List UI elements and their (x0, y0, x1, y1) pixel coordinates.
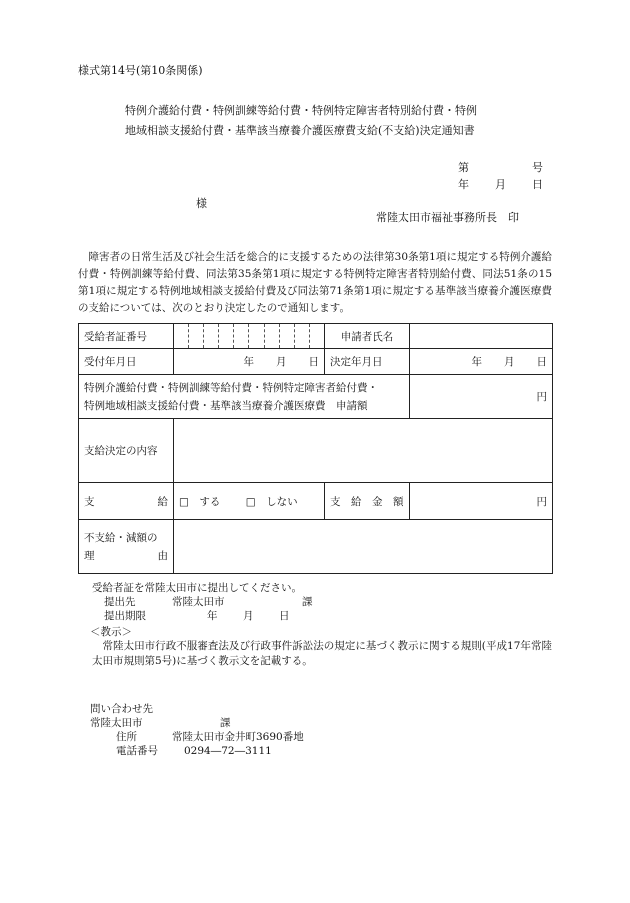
contact-heading: 問い合わせ先 (90, 703, 153, 715)
contact-phone-value: 0294―72―3111 (184, 745, 272, 757)
date-month: 月 (495, 178, 506, 191)
applicant-name-label: 申請者氏名 (325, 324, 410, 349)
contact-phone-label: 電話番号 (116, 745, 158, 757)
application-amount-field: 円 (410, 375, 553, 419)
body-text: 障害者の日常生活及び社会生活を総合的に支援するための法律第30条第1項に規定する特例介護給付費・特例訓練等給付費、同法第35条第1項に規定する特例特定障害者特別給付費、同法51条の15第1項に規定する特例地域相談支援給付費及び同法第71条第1項に規定する基準該当療養介護医療費の支給については、次のとおり決定したので通知します。 (78, 251, 552, 314)
contact-address-label: 住所 (116, 731, 137, 743)
date-day: 日 (532, 178, 543, 191)
received-date-field: 年 月 日 (174, 349, 325, 375)
decision-date-label: 決定年月日 (325, 349, 410, 375)
payment-amount-field: 円 (410, 483, 553, 520)
payment-amount-label: 支 給 金 額 (325, 483, 410, 520)
title-line-1: 特例介護給付費・特例訓練等給付費・特例特定障害者特別給付費・特例 (125, 104, 477, 117)
decision-table (78, 323, 553, 574)
form-number: 様式第14号(第10条関係) (78, 64, 203, 77)
received-date-label: 受付年月日 (84, 356, 137, 368)
doc-no-prefix: 第 (458, 161, 469, 174)
application-amount-label: 特例介護給付費・特例訓練等給付費・特例特定障害者給付費・ 特例地域相談支援給付費・基準該当療養介護医療費 申請額 (79, 375, 410, 419)
doc-no-suffix: 号 (532, 161, 543, 174)
submit-to-value: 常陸太田市 (172, 596, 225, 608)
issuer: 常陸太田市福祉事務所長 印 (376, 211, 519, 224)
kyoji-text: 常陸太田市行政不服審査法及び行政事件訴訟法の規定に基づく教示に関する規則(平成17年常陸太田市規則第5号)に基づく教示文を記載する。 (92, 640, 552, 667)
contact-address-value: 常陸太田市金井町3690番地 (172, 731, 304, 743)
addressee-suffix: 様 (196, 197, 207, 210)
applicant-name-field (410, 324, 553, 349)
deadline-day: 日 (279, 610, 290, 622)
contact-section: 課 (220, 717, 231, 729)
reason-field (174, 520, 553, 574)
payment-options (174, 483, 325, 520)
payment-label: 支 給 (84, 495, 168, 508)
submit-instruction: 受給者証を常陸太田市に提出してください。 (92, 582, 302, 594)
decision-content-field (174, 419, 553, 483)
recipient-no-label: 受給者証番号 (79, 324, 174, 349)
option-yes[interactable]: □ する (179, 495, 221, 508)
decision-date-field: 年 月 日 (410, 349, 553, 375)
title-line-2: 地域相談支援給付費・基準該当療養介護医療費支給(不支給)決定通知書 (125, 124, 475, 137)
contact-city: 常陸太田市 (90, 717, 143, 729)
submit-to-label: 提出先 (104, 596, 136, 608)
deadline-month: 月 (243, 610, 254, 622)
date-year: 年 (458, 178, 469, 191)
deadline-year: 年 (207, 610, 218, 622)
reason-label: 不支給・減額の 理 由 (79, 520, 174, 574)
kyoji-heading: ＜教示＞ (90, 626, 132, 638)
decision-content-label: 支給決定の内容 (79, 419, 174, 483)
recipient-no-field (174, 324, 325, 349)
deadline-label: 提出期限 (104, 610, 146, 622)
submit-to-section: 課 (302, 596, 313, 608)
option-no[interactable]: □ しない (245, 495, 298, 508)
